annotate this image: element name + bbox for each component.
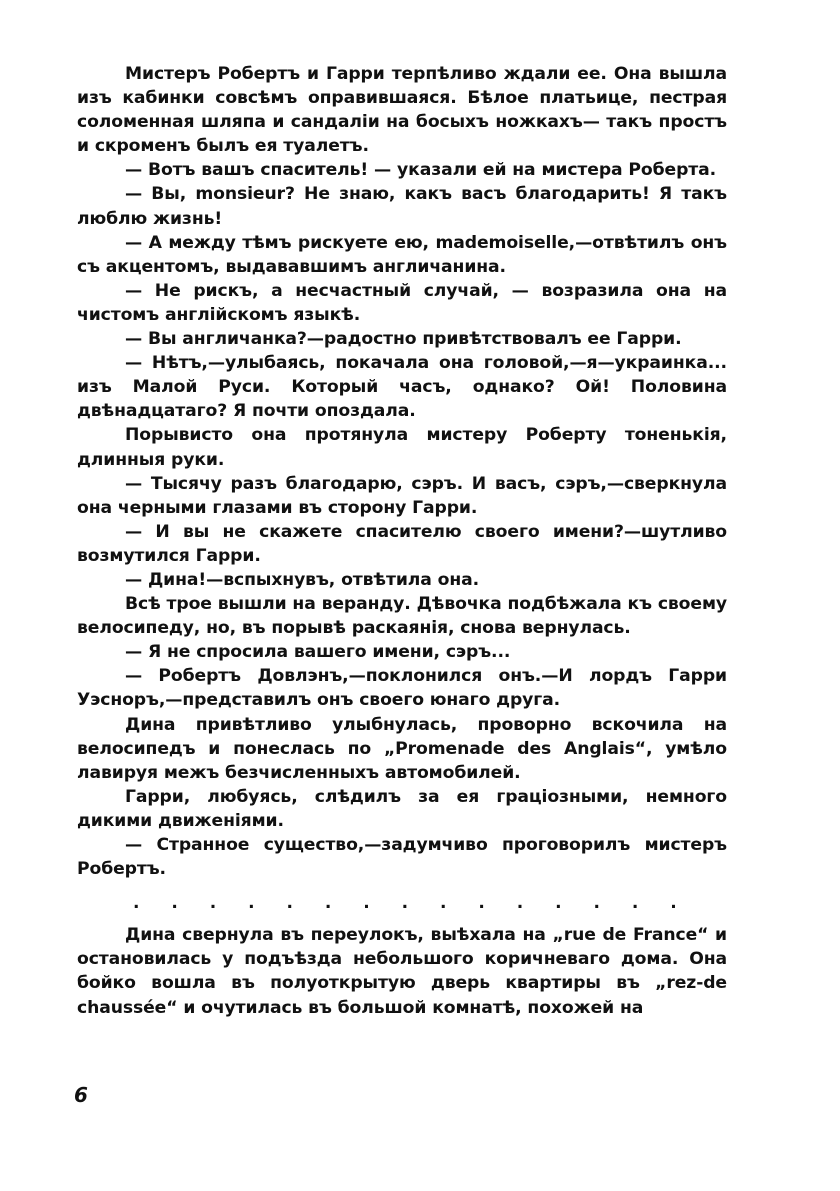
body-text: [77, 62, 727, 1020]
page-number: 6: [74, 1083, 88, 1107]
paragraph: — Робертъ Довлэнъ,—поклонился онъ.—И лордъ Гарри Уэсноръ,—представилъ онъ своего юнаго друга.: [77, 666, 727, 711]
paragraph: — Странное существо,—задумчиво проговорилъ мистеръ Робертъ.: [77, 835, 727, 880]
paragraph: Дина свернула въ переулокъ, выѣхала на „rue de France“ и остановилась у подъѣзда небольшого коричневаго дома. Она бойко вошла въ полуоткрытую дверь квартиры въ „rez-de chaussée“ и очутилась въ большой комнатѣ, похожей на: [77, 925, 727, 1018]
paragraph: — Я не спросила вашего имени, сэръ...: [125, 642, 511, 663]
paragraph: Всѣ трое вышли на веранду. Дѣвочка подбѣжала къ своему велосипеду, но, въ порывѣ раскаянiя, снова вернулась.: [77, 594, 728, 639]
paragraph: — А между тѣмъ рискуете ею, mademoiselle,—отвѣтилъ онъ съ акцентомъ, выдававшимъ англичанина.: [77, 232, 727, 277]
paragraph: — Вы, monsieur? Не знаю, какъ васъ благодарить! Я такъ люблю жизнь!: [77, 184, 727, 229]
paragraph: — Вотъ вашъ спаситель! — указали ей на мистера Роберта.: [125, 160, 717, 181]
section-separator: . . . . . . . . . . . . . . .: [133, 893, 680, 914]
paragraph: — Тысячу разъ благодарю, сэръ. И васъ, сэръ,—сверкнула она черными глазами въ сторону Гарри.: [77, 473, 727, 518]
paragraph: — Дина!—вспыхнувъ, отвѣтила она.: [125, 569, 480, 590]
paragraph: Дина привѣтливо улыбнулась, проворно вскочила на велосипедъ и понеслась по „Promenade des Anglais“, умѣло лавируя межъ безчисленныхъ автомобилей.: [77, 714, 727, 783]
paragraph: Гарри, любуясь, слѣдилъ за ея грацiозными, немного дикими движенiями.: [77, 786, 727, 831]
paragraph: — Не рискъ, а несчастный случай, — возразила она на чистомъ англiйскомъ языкѣ.: [77, 280, 727, 325]
paragraph: Порывисто она протянула мистеру Роберту тоненькiя, длинныя руки.: [77, 425, 727, 470]
paragraph: — И вы не скажете спасителю своего имени?—шутливо возмутился Гарри.: [77, 521, 727, 566]
paragraph: — Вы англичанка?—радостно привѣтствовалъ ее Гарри.: [125, 329, 682, 350]
paragraph: — Нѣтъ,—улыбаясь, покачала она головой,—я—украинка... изъ Малой Руси. Который часъ, однако? Ой! Половина двѣнадцатаго? Я почти опоздала.: [77, 353, 727, 422]
paragraph: Мистеръ Робертъ и Гарри терпѣливо ждали ее. Она вышла изъ кабинки совсѣмъ оправившаяся. Бѣлое платьице, пестрая соломенная шляпа и сандалiи на босыхъ ножкахъ— такъ простъ и скроменъ былъ ея туалетъ.: [77, 64, 727, 157]
